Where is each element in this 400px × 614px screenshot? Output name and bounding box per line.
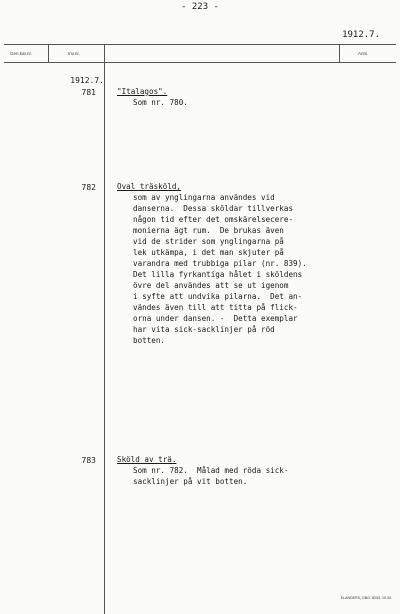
entry-number-783: 783: [81, 456, 96, 465]
entry-line: orna under dansen. - Detta exemplar: [133, 314, 298, 323]
column-header-anm: Anm.: [358, 51, 369, 56]
entry-line: Som nr. 780.: [133, 98, 188, 107]
entry-line: vändes även till att titta på flick-: [133, 303, 298, 312]
entry-line: vid de strider som ynglingarna på: [133, 237, 284, 246]
header-bottom-rule: [4, 62, 396, 63]
entry-line: Det lilla fyrkantiga hålet i sköldens: [133, 270, 303, 279]
header-top-rule: [4, 44, 396, 45]
year-header: 1912.7.: [342, 30, 380, 40]
entry-title-781: "Italagos".: [117, 87, 168, 96]
entry-line: lek utkämpa, i det man skjuter på: [133, 248, 284, 257]
column-divider-3: [339, 44, 340, 62]
entry-number-782: 782: [81, 183, 96, 192]
entry-line: i syfte att undvika pilarna. Det an-: [133, 292, 303, 301]
entry-line: sacklinjer på vit botten.: [133, 477, 248, 486]
year-mark: 1912.7.: [70, 76, 104, 85]
entry-line: Som nr. 782. Målad med röda sick-: [133, 466, 289, 475]
column-header-gen-kat-nr: Gen.kat.nr.: [10, 51, 33, 56]
page-number: - 223 -: [181, 2, 219, 12]
column-header-inv-nr: Inv.nr.: [68, 51, 80, 56]
entry-line: övre del användes att se ut igenom: [133, 281, 289, 290]
entry-title-782: Oval träsköld,: [117, 182, 182, 191]
entry-line: botten.: [133, 336, 166, 345]
column-divider-1: [48, 44, 49, 62]
entry-line: någon tid efter det omskärelsecere-: [133, 215, 294, 224]
entry-line: har vita sick-sacklinjer på röd: [133, 325, 275, 334]
entry-line: varandra med trubbiga pilar (nr. 839).: [133, 259, 307, 268]
entry-line: som av ynglingarna användes vid: [133, 193, 275, 202]
entry-number-781: 781: [81, 88, 96, 97]
column-divider-2: [104, 44, 105, 614]
entry-line: monierna ägt rum. De brukas även: [133, 226, 284, 235]
printer-footer: ELANDERS, GBG. 8253. 10.34.: [340, 596, 392, 600]
entry-line: danserna. Dessa sköldar tillverkas: [133, 204, 294, 213]
entry-title-783: Sköld av trä.: [117, 455, 177, 464]
